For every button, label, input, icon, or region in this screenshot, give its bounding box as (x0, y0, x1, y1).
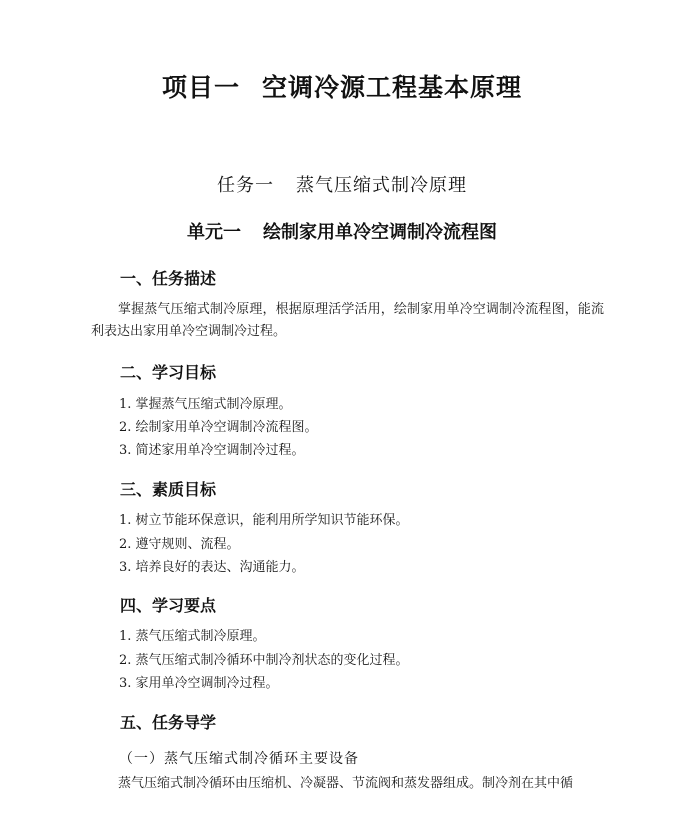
unit-title (0, 218, 684, 244)
subsection-heading-main-equipment: （一）蒸气压缩式制冷循环主要设备 (119, 751, 359, 767)
unit-name: 绘制家用单冷空调制冷流程图 (263, 222, 497, 243)
task-label: 任务一 (217, 175, 274, 196)
list-item: 2. 遵守规则、流程。 (119, 537, 240, 552)
list-item: 2. 蒸气压缩式制冷循环中制冷剂状态的变化过程。 (119, 653, 409, 668)
list-item: 1. 蒸气压缩式制冷原理。 (119, 629, 266, 644)
task-name: 蒸气压缩式制冷原理 (296, 175, 467, 196)
list-item: 3. 培养良好的表达、沟通能力。 (119, 560, 305, 575)
project-name: 空调冷源工程基本原理 (262, 73, 523, 102)
unit-label: 单元一 (187, 222, 241, 243)
section-heading-key-points: 四、学习要点 (120, 596, 217, 615)
section-heading-quality-goals: 三、素质目标 (120, 480, 217, 499)
list-item: 3. 简述家用单冷空调制冷过程。 (119, 443, 305, 458)
task-description-paragraph: 掌握蒸气压缩式制冷原理，根据原理活学活用，绘制家用单冷空调制冷流程图，能流利表达出家用单冷空调制冷过程。 (91, 302, 604, 339)
section-heading-task-guide: 五、任务导学 (120, 713, 217, 732)
main-equipment-paragraph: 蒸气压缩式制冷循环由压缩机、冷凝器、节流阀和蒸发器组成。制冷剂在其中循 (118, 776, 574, 791)
list-item: 1. 树立节能环保意识，能利用所学知识节能环保。 (119, 513, 409, 528)
project-title (0, 68, 684, 104)
project-label: 项目一 (161, 73, 240, 102)
list-item: 2. 绘制家用单冷空调制冷流程图。 (119, 420, 318, 435)
section-heading-learning-goals: 二、学习目标 (120, 363, 217, 382)
list-item: 1. 掌握蒸气压缩式制冷原理。 (119, 397, 292, 412)
list-item: 3. 家用单冷空调制冷过程。 (119, 676, 279, 691)
task-title (0, 171, 684, 197)
section-heading-task-description: 一、任务描述 (120, 269, 217, 288)
